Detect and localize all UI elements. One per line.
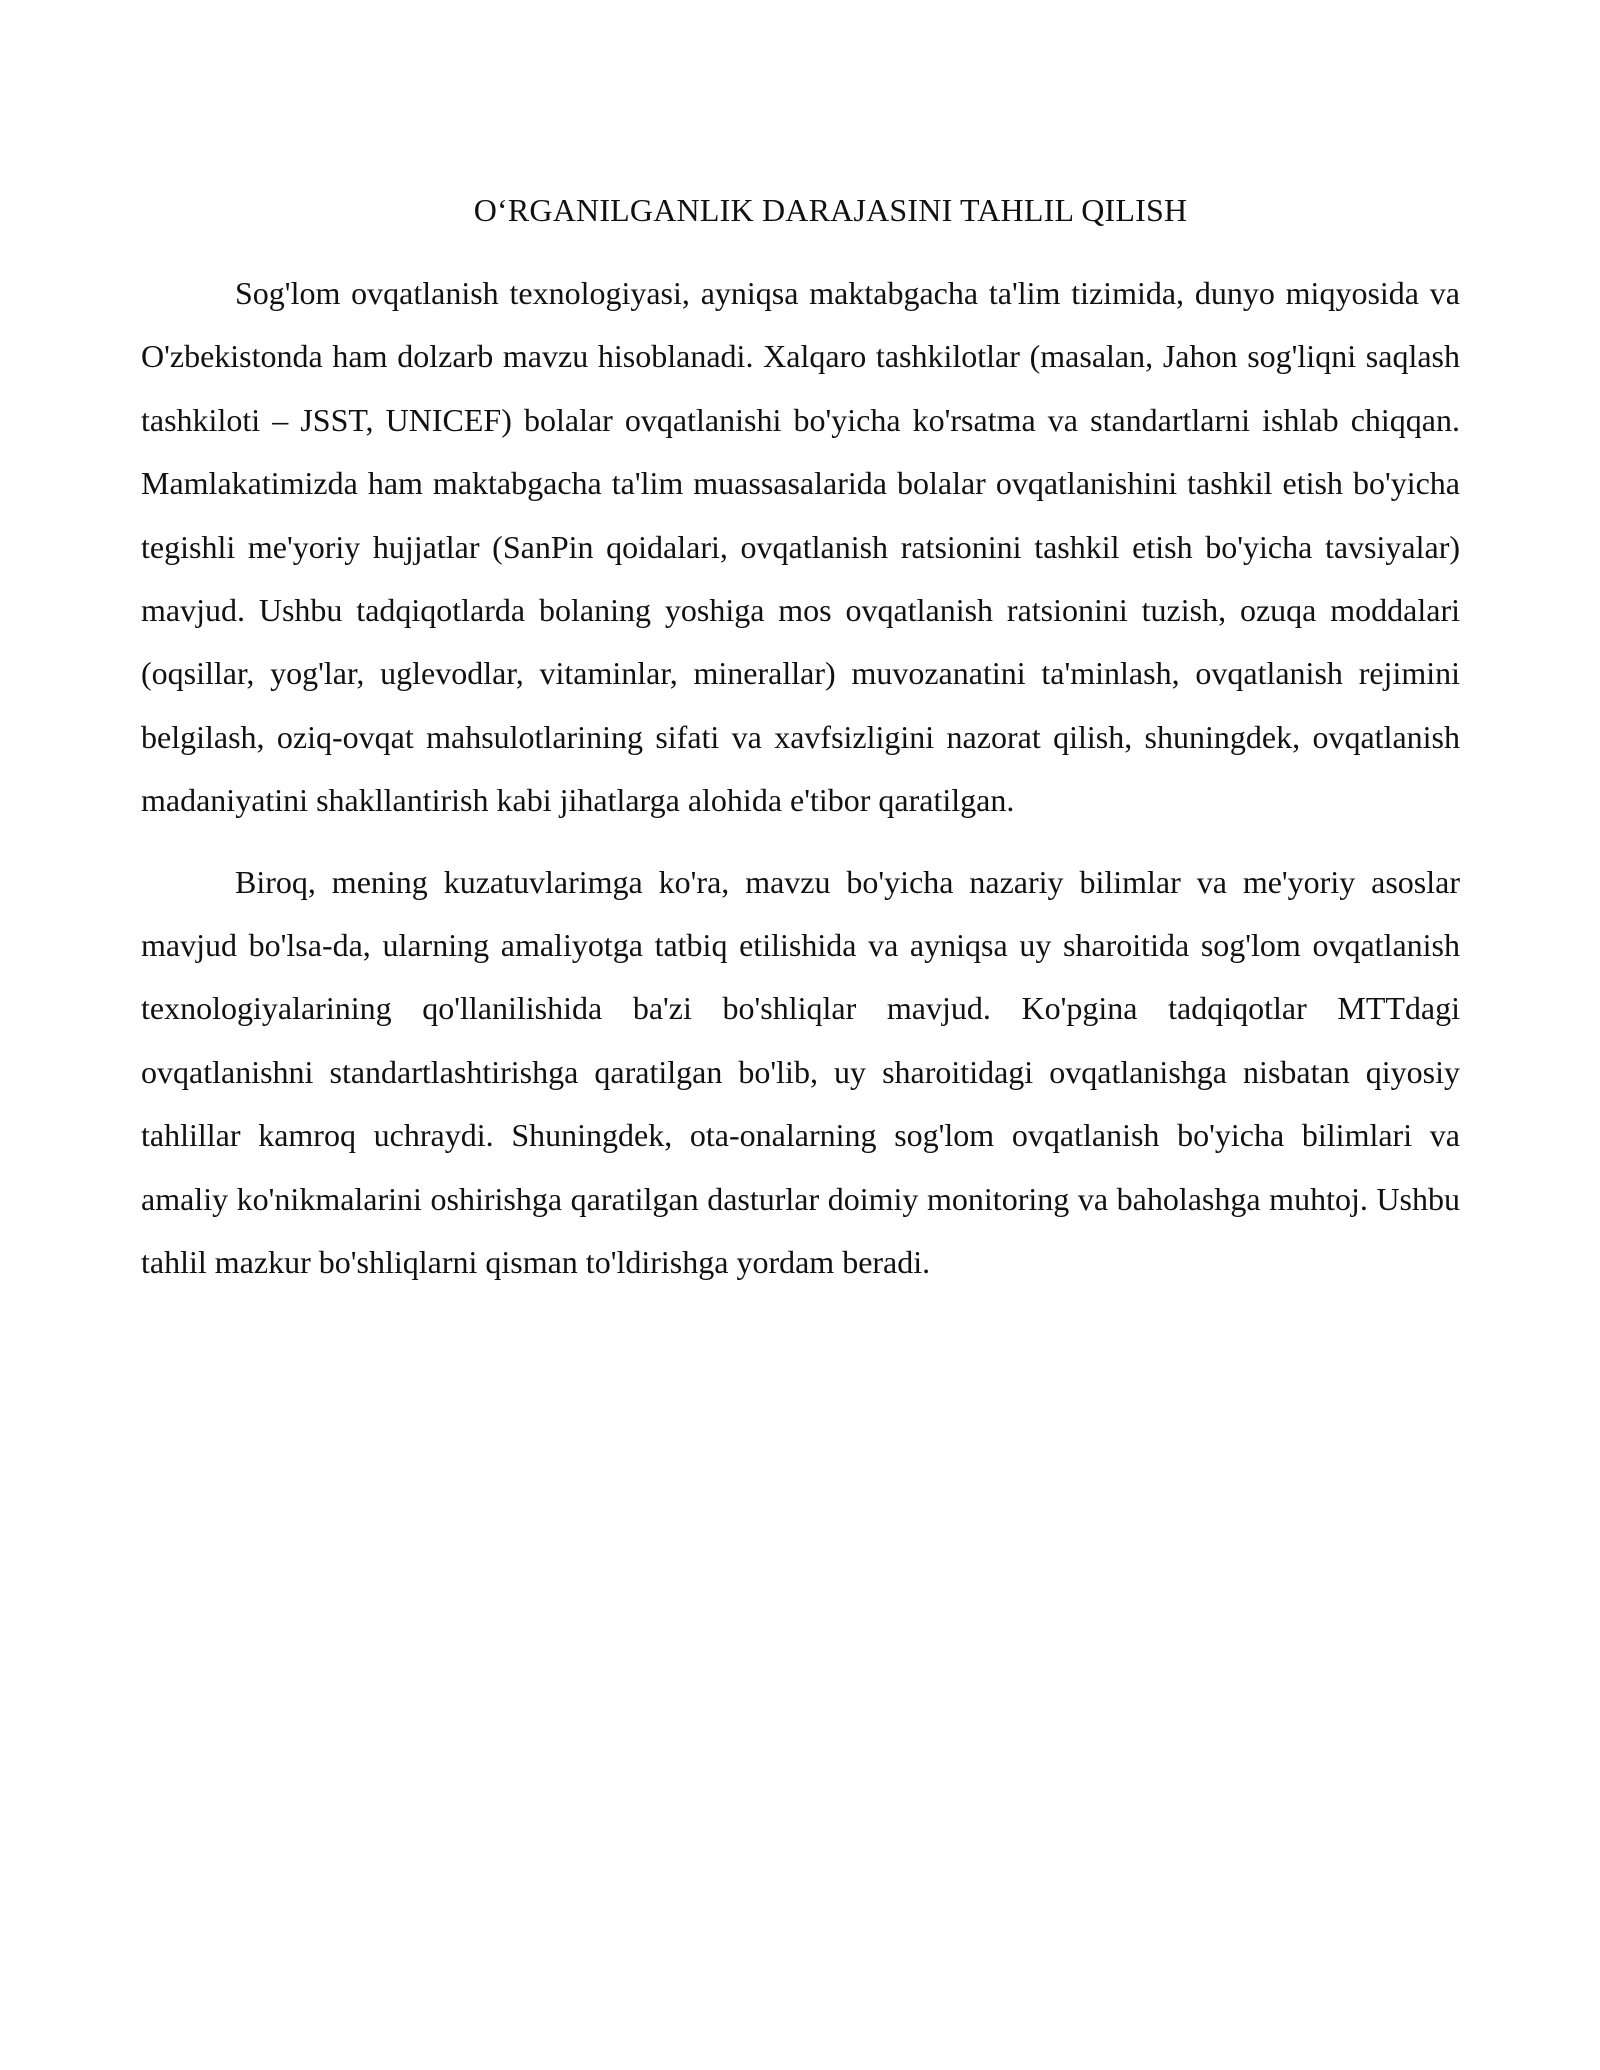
body-paragraph-2: Biroq, mening kuzatuvlarimga ko'ra, mavzu bo'yicha nazariy bilimlar va me'yoriy asoslar mavjud bo'lsa-da, ularning amaliyotga tatbiq etilishida va ayniqsa uy sharoitida sog'lom ovqatlanish texnologiyalarining qo'llanilishida ba'zi bo'shliqlar mavjud. Ko'pgina tadqiqotlar MTTdagi ovqatlanishni standartlashtirishga qaratilgan bo'lib, uy sharoitidagi ovqatlanishga nisbatan qiyosiy tahlillar kamroq uchraydi. Shuningdek, ota-onalarning sog'lom ovqatlanish bo'yicha bilimlari va amaliy ko'nikmalarini oshirishga qaratilgan dasturlar doimiy monitoring va baholashga muhtoj. Ushbu tahlil mazkur bo'shliqlarni qisman to'ldirishga yordam beradi. <box>141 863 1460 1281</box>
page-title: O‘RGANILGANLIK DARAJASINI TAHLIL QILISH <box>473 192 1188 228</box>
body-paragraph-1: Sog'lom ovqatlanish texnologiyasi, ayniqsa maktabgacha ta'lim tizimida, dunyo miqyosida va O'zbekistonda ham dolzarb mavzu hisoblanadi. Xalqaro tashkilotlar (masalan, Jahon sog'liqni saqlash tashkiloti – JSST, UNICEF) bolalar ovqatlanishi bo'yicha ko'rsatma va standartlarni ishlab chiqqan. Mamlakatimizda ham maktabgacha ta'lim muassasalarida bolalar ovqatlanishini tashkil etish bo'yicha tegishli me'yoriy hujjatlar (SanPin qoidalari, ovqatlanish ratsionini tashkil etish bo'yicha tavsiyalar) mavjud. Ushbu tadqiqotlarda bolaning yoshiga mos ovqatlanish ratsionini tuzish, ozuqa moddalari (oqsillar, yog'lar, uglevodlar, vitaminlar, minerallar) muvozanatini ta'minlash, ovqatlanish rejimini belgilash, oziq-ovqat mahsulotlarining sifati va xavfsizligini nazorat qilish, shuningdek, ovqatlanish madaniyatini shakllantirish kabi jihatlarga alohida e'tibor qaratilgan. <box>141 275 1460 819</box>
